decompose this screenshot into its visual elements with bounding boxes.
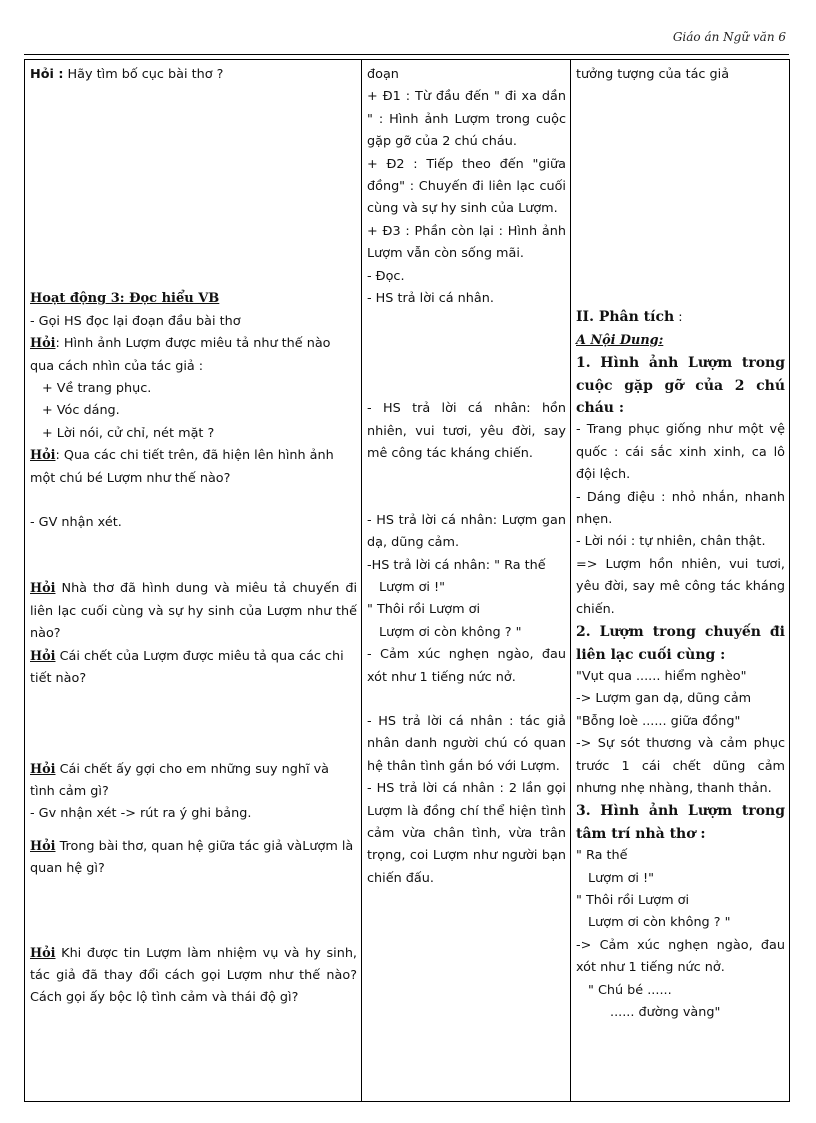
note-text: tưởng tượng của tác giả — [576, 67, 730, 82]
answer-text: - Đọc. — [367, 268, 405, 284]
section-heading: II. Phân tích — [576, 309, 675, 326]
teacher-activity-column — [25, 60, 362, 1102]
answer-text: - HS trả lời cá nhân: Lượm gan dạ, dũng cảm. — [367, 512, 566, 551]
note-text: -> Sự sót thương và cảm phục trước 1 cái chết dũng cảm nhưng nhẹ nhàng, thanh thản. — [576, 736, 785, 796]
answer-text: - HS trả lời cá nhân : tác giả nhân danh người chú có quan hệ thân tình gắn bó với Lượm. — [367, 713, 566, 774]
question-text: : Qua các chi tiết trên, đã hiện lên hình ảnh một chú bé Lượm như thế nào? — [30, 448, 334, 486]
note-text: -> Lượm gan dạ, dũng cảm — [576, 691, 752, 707]
section-heading-colon: : — [674, 310, 683, 326]
question-text: Nhà thơ đã hình dung và miêu tả chuyến đi liên lạc cuối cùng và sự hy sinh của Lượm như thế nào? — [30, 581, 357, 642]
note-text: -> Cảm xúc nghẹn ngào, đau xót như 1 tiếng nức nở. — [576, 937, 785, 976]
lesson-table — [24, 59, 790, 1102]
quote-line: Lượm ơi !" — [588, 870, 655, 886]
quote-line: Lượm ơi !" — [379, 579, 446, 595]
question-text: Trong bài thơ, quan hệ giữa tác giả vàLượm là quan hệ gì? — [30, 838, 354, 877]
quote-line: " Thôi rồi Lượm ơi — [367, 602, 481, 618]
answer-text: đoạn — [367, 67, 399, 82]
question-label: Hỏi — [30, 648, 56, 664]
quote-line: "Bỗng loè ...... giữa đồng" — [576, 713, 741, 729]
question-label: Hỏi — [30, 761, 56, 777]
content-heading: 3. Hình ảnh Lượm trong tâm trí nhà thơ : — [576, 803, 785, 842]
header-rule — [24, 54, 789, 55]
question-label: Hỏi — [30, 448, 56, 464]
quote-line: " Chú bé ...... — [588, 982, 672, 998]
page-header-title: Giáo án Ngữ văn 6 — [672, 30, 786, 44]
answer-text: - Cảm xúc nghẹn ngào, đau xót như 1 tiếng nức nở. — [367, 647, 566, 685]
sub-heading: A Nội Dung: — [576, 332, 664, 348]
question-label: Hỏi : — [30, 67, 64, 82]
list-item: + Về trang phục. — [42, 381, 152, 397]
instruction-text: - Gọi HS đọc lại đoạn đầu bài thơ — [30, 313, 241, 329]
question-label: Hỏi — [30, 838, 56, 854]
note-text: - Lời nói : tự nhiên, chân thật. — [576, 534, 766, 550]
answer-text: - HS trả lời cá nhân. — [367, 291, 494, 307]
section-division: + Đ2 : Tiếp theo đến "giữa đồng" : Chuyến đi liên lạc cuối cùng và sự hy sinh của Lượm. — [367, 156, 566, 217]
list-item: + Lời nói, cử chỉ, nét mặt ? — [42, 425, 215, 441]
section-division: + Đ1 : Từ đầu đến " đi xa dần " : Hình ảnh Lượm trong cuộc gặp gỡ của 2 chú cháu. — [367, 89, 566, 150]
quote-line: "Vụt qua ...... hiểm nghèo" — [576, 668, 747, 684]
answer-text: - HS trả lời cá nhân : 2 lần gọi Lượm là đồng chí thể hiện tình cảm vừa chân tình, vừa trân trọng, coi Lượm như người bạn chiến đấu. — [367, 781, 566, 886]
student-activity-column — [362, 60, 571, 1102]
question-text: Cái chết ấy gợi cho em những suy nghĩ và tình cảm gì? — [30, 761, 330, 799]
section-division: + Đ3 : Phần còn lại : Hình ảnh Lượm vẫn còn sống mãi. — [367, 223, 566, 262]
note-text: - Dáng điệu : nhỏ nhắn, nhanh nhẹn. — [576, 489, 785, 528]
question-text: Cái chết của Lượm được miêu tả qua các chi tiết nào? — [30, 648, 344, 687]
instruction-text: - GV nhận xét. — [30, 515, 122, 531]
notes-column — [571, 60, 790, 1102]
note-text: - Trang phục giống như một vệ quốc : cái sắc xinh xinh, ca lô đội lệch. — [576, 422, 785, 483]
activity-title: Hoạt động 3: Đọc hiểu VB — [30, 291, 220, 307]
content-heading: 2. Lượm trong chuyến đi liên lạc cuối cùng : — [576, 624, 785, 663]
list-item: + Vóc dáng. — [42, 403, 120, 419]
question-label: Hỏi — [30, 945, 56, 961]
note-text: => Lượm hồn nhiên, vui tươi, yêu đời, say mê công tác kháng chiến. — [576, 556, 785, 617]
quote-line: ...... đường vàng" — [610, 1005, 721, 1020]
quote-line: " Ra thế — [576, 848, 628, 864]
question-text: Khi được tin Lượm làm nhiệm vụ và hy sinh, tác giả đã thay đổi cách gọi Lượm như thế nào? Cách gọi ấy bộc lộ tình cảm và thái độ gì? — [30, 945, 357, 1006]
question-label: Hỏi — [30, 336, 56, 352]
instruction-text: - Gv nhận xét -> rút ra ý ghi bảng. — [30, 806, 252, 822]
quote-line: Lượm ơi còn không ? " — [588, 915, 731, 931]
question-label: Hỏi — [30, 581, 56, 597]
content-heading: 1. Hình ảnh Lượm trong cuộc gặp gỡ của 2 chú cháu : — [576, 355, 785, 417]
quote-line: " Thôi rồi Lượm ơi — [576, 892, 690, 908]
question-text: : Hình ảnh Lượm được miêu tả như thế nào qua cách nhìn của tác giả : — [30, 336, 331, 374]
answer-text: - HS trả lời cá nhân: hồn nhiên, vui tươi, yêu đời, say mê công tác kháng chiến. — [367, 401, 566, 462]
question-text: Hãy tìm bố cục bài thơ ? — [63, 67, 224, 82]
answer-text: -HS trả lời cá nhân: " Ra thế — [367, 557, 546, 573]
quote-line: Lượm ơi còn không ? " — [379, 624, 522, 640]
